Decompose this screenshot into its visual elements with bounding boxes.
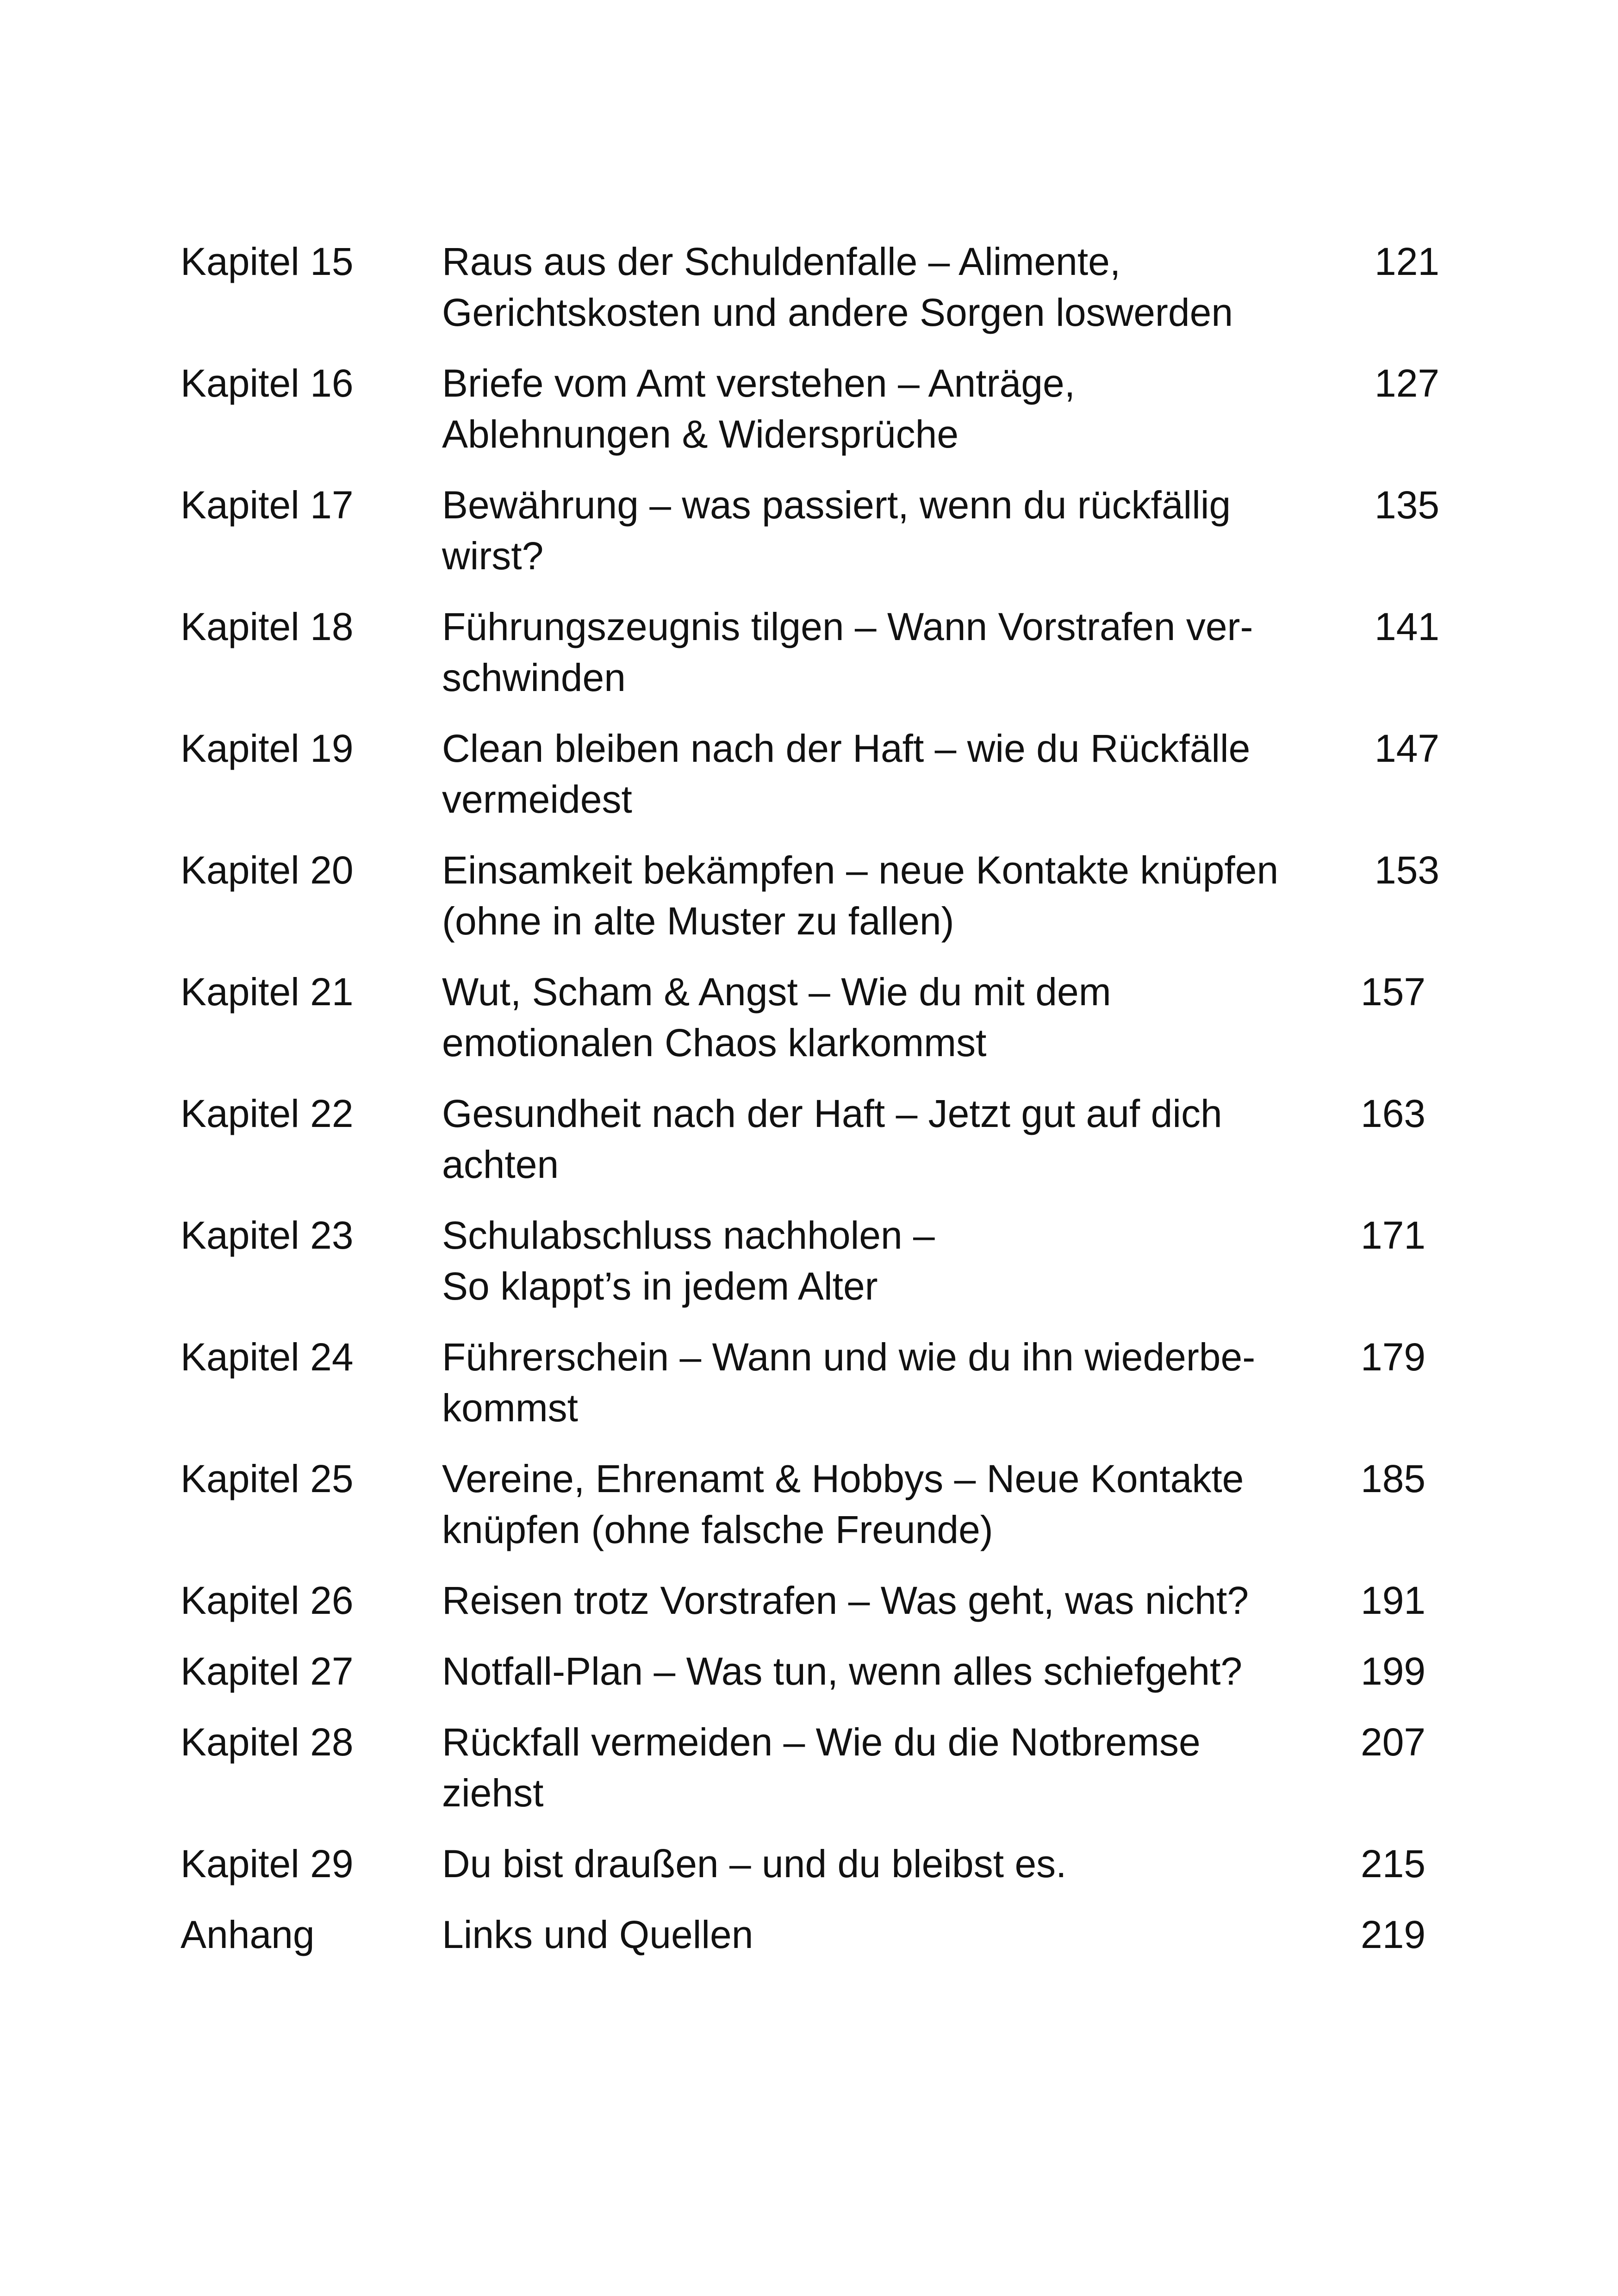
toc-chapter-label: Kapitel 18 (180, 605, 354, 648)
toc-chapter-label: Kapitel 22 (180, 1092, 354, 1135)
toc-title-line: Briefe vom Amt verstehen – Anträge, (442, 361, 1076, 405)
toc-title-line: wirst? (442, 534, 544, 578)
toc-page-number: 179 (1361, 1335, 1426, 1379)
toc-title-line: Gerichtskosten und andere Sorgen loswerden (442, 291, 1233, 334)
toc-page-number: 127 (1375, 361, 1440, 405)
toc-page-number: 171 (1361, 1213, 1426, 1257)
toc-title-line: schwinden (442, 656, 626, 699)
toc-page-number: 147 (1375, 727, 1440, 770)
toc-chapter-label: Kapitel 23 (180, 1213, 354, 1257)
toc-title-line: Führungszeugnis tilgen – Wann Vorstrafen ver- (442, 605, 1253, 648)
toc-title (442, 1453, 1344, 1555)
toc-title-line: Wut, Scham & Angst – Wie du mit dem (442, 970, 1111, 1014)
toc-title (442, 601, 1344, 703)
toc-chapter-label: Kapitel 26 (180, 1579, 354, 1622)
toc-title (442, 1646, 1344, 1697)
toc-page-number: 219 (1361, 1913, 1426, 1956)
toc-title-line: Notfall-Plan – Was tun, wenn alles schiefgeht? (442, 1649, 1243, 1693)
toc-title (442, 1717, 1344, 1818)
toc-title (442, 1088, 1344, 1190)
toc-title-line: Bewährung – was passiert, wenn du rückfällig (442, 483, 1231, 527)
toc-chapter-label: Kapitel 17 (180, 483, 354, 527)
toc-title-line: Du bist draußen – und du bleibst es. (442, 1842, 1067, 1885)
toc-title (442, 1575, 1344, 1626)
toc-title (442, 723, 1344, 825)
toc-title (442, 966, 1344, 1068)
toc-title (442, 1210, 1344, 1312)
toc-page-number: 207 (1361, 1720, 1426, 1764)
toc-chapter-label: Kapitel 27 (180, 1649, 354, 1693)
toc-page-number: 121 (1375, 240, 1440, 283)
toc-page-number: 199 (1361, 1649, 1426, 1693)
toc-title (442, 1332, 1344, 1433)
toc-chapter-label: Anhang (180, 1913, 315, 1956)
toc-page-number: 191 (1361, 1579, 1426, 1622)
toc-title-line: Führerschein – Wann und wie du ihn wiederbe- (442, 1335, 1256, 1379)
toc-page-number: 215 (1361, 1842, 1426, 1885)
toc-title (442, 1909, 1344, 1960)
toc-title (442, 1838, 1344, 1889)
toc-title-line: Raus aus der Schuldenfalle – Alimente, (442, 240, 1121, 283)
toc-chapter-label: Kapitel 25 (180, 1457, 354, 1500)
toc-title-line: Rückfall vermeiden – Wie du die Notbremse (442, 1720, 1201, 1764)
toc-title-line: Vereine, Ehrenamt & Hobbys – Neue Kontakte (442, 1457, 1244, 1500)
toc-title-line: Ablehnungen & Widersprüche (442, 412, 959, 456)
toc-chapter-label: Kapitel 28 (180, 1720, 354, 1764)
toc-chapter-label: Kapitel 16 (180, 361, 354, 405)
toc-title-line: knüpfen (ohne falsche Freunde) (442, 1508, 993, 1551)
toc-page-number: 157 (1361, 970, 1426, 1014)
toc-title-line: vermeidest (442, 778, 632, 821)
toc-title-line: Gesundheit nach der Haft – Jetzt gut auf dich (442, 1092, 1222, 1135)
toc-page-number: 185 (1361, 1457, 1426, 1500)
toc-title-line: Einsamkeit bekämpfen – neue Kontakte knüpfen (442, 848, 1279, 892)
toc-title (442, 479, 1344, 581)
toc-title-line: So klappt’s in jedem Alter (442, 1264, 878, 1308)
toc-chapter-label: Kapitel 15 (180, 240, 354, 283)
toc-chapter-label: Kapitel 19 (180, 727, 354, 770)
toc-title (442, 845, 1344, 946)
toc-title-line: emotionalen Chaos klarkommst (442, 1021, 987, 1064)
toc-chapter-label: Kapitel 20 (180, 848, 354, 892)
toc-title-line: Clean bleiben nach der Haft – wie du Rückfälle (442, 727, 1251, 770)
toc-title (442, 236, 1344, 338)
toc-chapter-label: Kapitel 21 (180, 970, 354, 1014)
toc-title-line: kommst (442, 1386, 578, 1430)
toc-title-line: ziehst (442, 1771, 544, 1815)
toc-chapter-label: Kapitel 24 (180, 1335, 354, 1379)
toc-title-line: Reisen trotz Vorstrafen – Was geht, was nicht? (442, 1579, 1249, 1622)
toc-page-number: 135 (1375, 483, 1440, 527)
toc-page-number: 153 (1375, 848, 1440, 892)
toc-title-line: Schulabschluss nachholen – (442, 1213, 935, 1257)
toc-title (442, 358, 1344, 460)
toc-page-number: 163 (1361, 1092, 1426, 1135)
toc-chapter-label: Kapitel 29 (180, 1842, 354, 1885)
toc-title-line: (ohne in alte Muster zu fallen) (442, 899, 954, 943)
toc-page-number: 141 (1375, 605, 1440, 648)
toc-title-line: achten (442, 1143, 559, 1186)
toc-title-line: Links und Quellen (442, 1913, 753, 1956)
